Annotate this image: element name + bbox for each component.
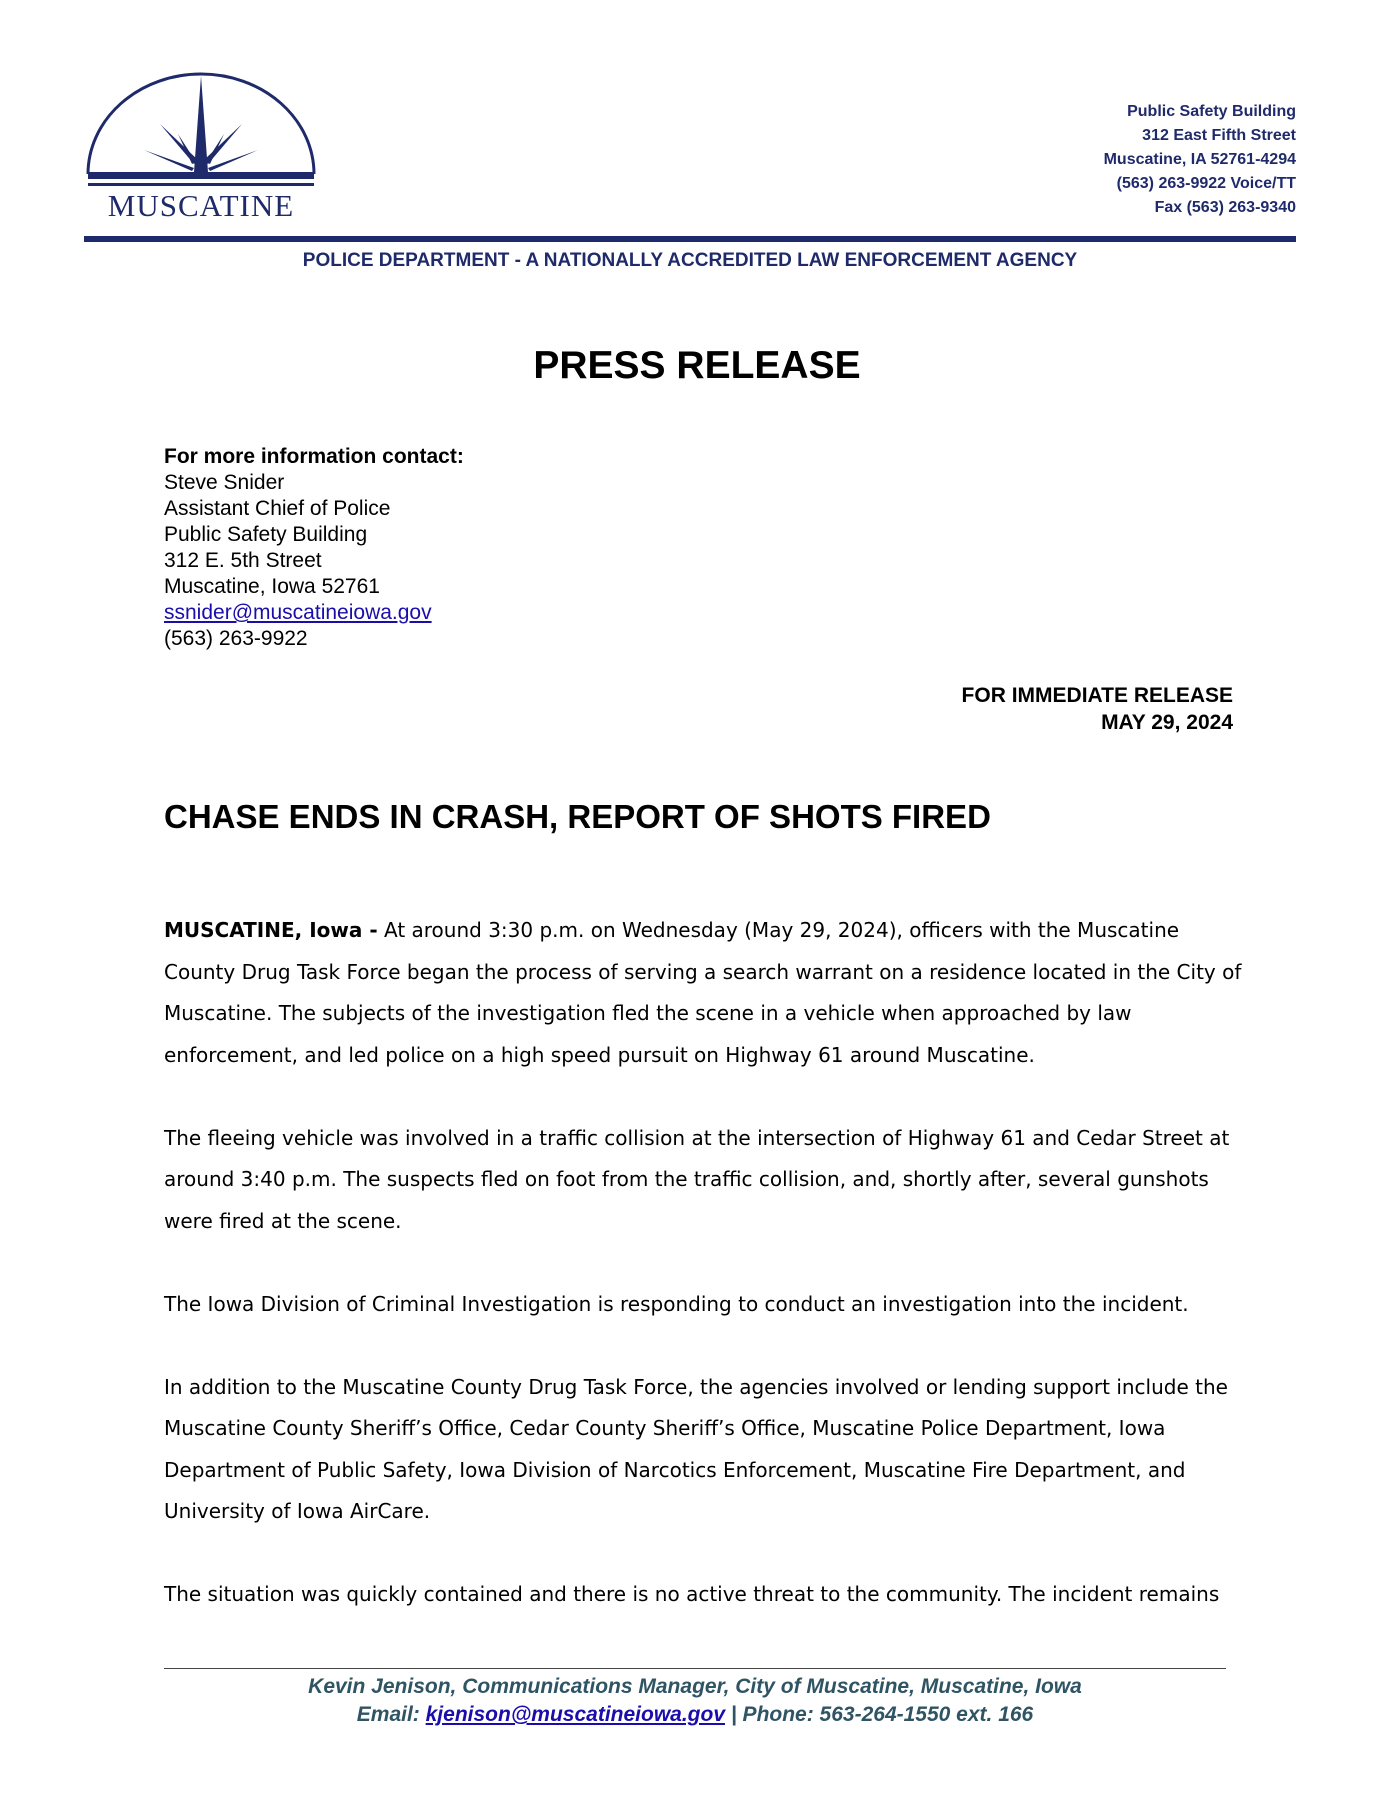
address-city: Muscatine, IA 52761-4294 xyxy=(1103,151,1296,168)
muscatine-city-logo-icon xyxy=(86,72,316,192)
department-address xyxy=(1104,100,1296,220)
page-title: PRESS RELEASE xyxy=(533,344,861,387)
dateline: MUSCATINE, Iowa - xyxy=(164,918,378,942)
header-divider xyxy=(84,236,1296,242)
article-headline: CHASE ENDS IN CRASH, REPORT OF SHOTS FIRED xyxy=(164,798,991,835)
footer-email-phone-line xyxy=(164,1701,1226,1729)
footer-email-label: Email: xyxy=(356,1703,426,1726)
paragraph-1-text: At around 3:30 p.m. on Wednesday (May 29, 2024), officers with the Muscatine County Drug Task Force began the process of serving a search warrant on a residence located in the City of Muscatine. The subjects of the investigation fled the scene in a vehicle when approached by law enforcement, and led police on a high speed pursuit on Highway 61 around Muscatine. xyxy=(164,918,1242,1067)
address-phone: (563) 263-9922 Voice/TT xyxy=(1116,175,1296,192)
contact-street: 312 E. 5th Street xyxy=(164,549,322,572)
contact-heading: For more information contact: xyxy=(164,445,464,468)
release-info xyxy=(962,682,1233,736)
contact-block xyxy=(164,444,464,652)
contact-email-link[interactable]: ssnider@muscatineiowa.gov xyxy=(164,601,432,624)
address-street: 312 East Fifth Street xyxy=(1142,127,1296,144)
paragraph-3: The Iowa Division of Criminal Investigation is responding to conduct an investigation into the incident. xyxy=(164,1291,1189,1316)
paragraph-1 xyxy=(164,910,1244,1076)
footer-divider xyxy=(164,1668,1226,1669)
contact-phone: (563) 263-9922 xyxy=(164,627,308,650)
contact-role: Assistant Chief of Police xyxy=(164,497,391,520)
address-building: Public Safety Building xyxy=(1127,103,1296,120)
logo-wordmark: MUSCATINE xyxy=(107,188,295,223)
muscatine-logo xyxy=(86,72,316,232)
release-date: MAY 29, 2024 xyxy=(1101,711,1233,734)
address-fax: Fax (563) 263-9340 xyxy=(1154,199,1296,216)
footer-contact-line: Kevin Jenison, Communications Manager, City of Muscatine, Muscatine, Iowa xyxy=(308,1675,1082,1698)
article-body xyxy=(164,910,1244,1657)
paragraph-5: The situation was quickly contained and there is no active threat to the community. The incident remains xyxy=(164,1582,1220,1606)
contact-building: Public Safety Building xyxy=(164,523,368,546)
contact-name: Steve Snider xyxy=(164,471,285,494)
paragraph-2: The fleeing vehicle was involved in a traffic collision at the intersection of Highway 61 and Cedar Street at around 3:40 p.m. The suspects fled on foot from the traffic collision, and, shortly after, several gunshots were fired at the scene. xyxy=(164,1125,1230,1233)
footer-email-link[interactable]: kjenison@muscatineiowa.gov xyxy=(425,1703,726,1726)
department-tagline: POLICE DEPARTMENT - A NATIONALLY ACCREDITED LAW ENFORCEMENT AGENCY xyxy=(302,250,1078,271)
paragraph-4: In addition to the Muscatine County Drug Task Force, the agencies involved or lending support include the Muscatine County Sheriff’s Office, Cedar County Sheriff’s Office, Muscatine Police Department, Iowa Department of Public Safety, Iowa Division of Narcotics Enforcement, Muscatine Fire Department, and University of Iowa AirCare. xyxy=(164,1374,1228,1523)
page-footer xyxy=(164,1673,1226,1729)
release-label: FOR IMMEDIATE RELEASE xyxy=(961,684,1233,707)
footer-phone: | Phone: 563-264-1550 ext. 166 xyxy=(725,1703,1034,1726)
contact-city: Muscatine, Iowa 52761 xyxy=(164,575,380,598)
